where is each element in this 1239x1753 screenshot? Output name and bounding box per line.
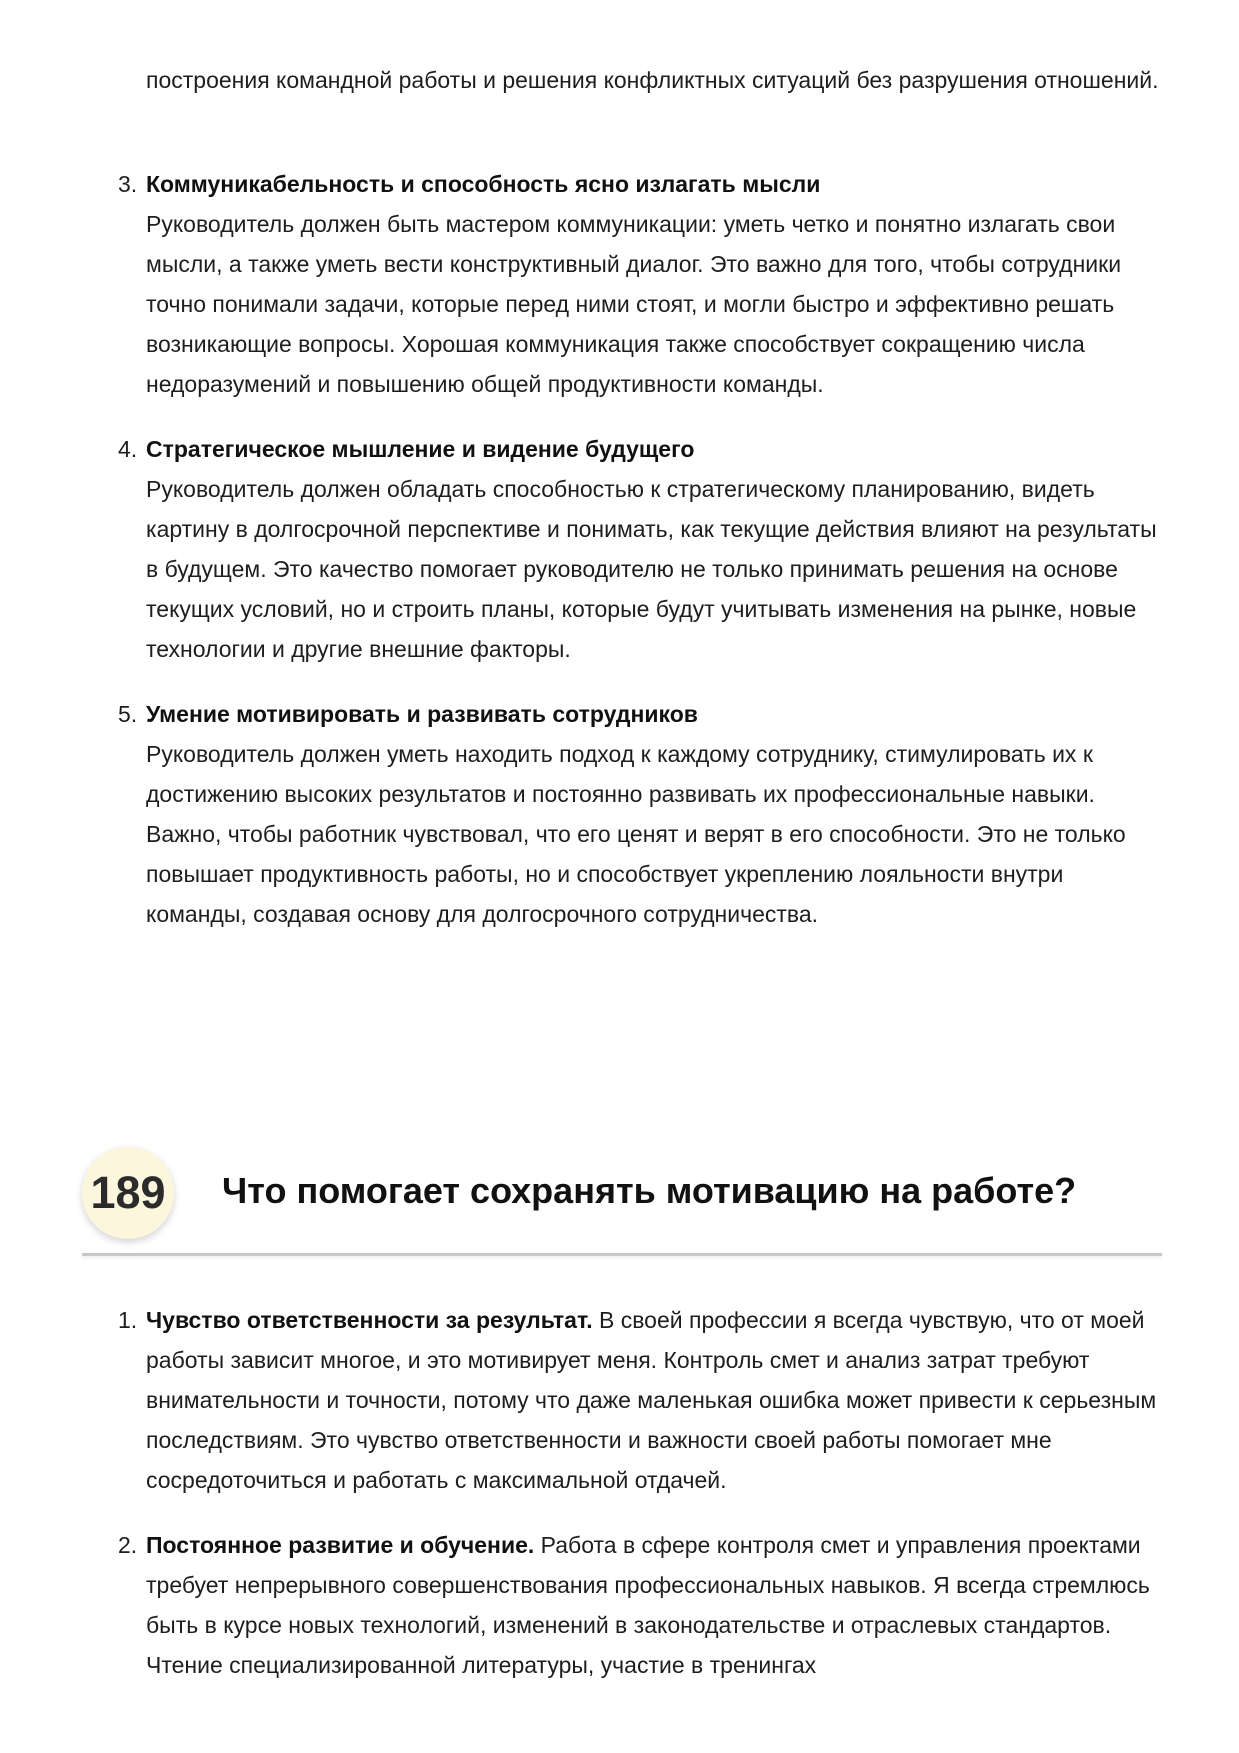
list-item-number: 5. [118, 701, 138, 727]
list-item-body: В своей профессии я всегда чувствую, что от моей работы зависит многое, и это мотивирует меня. Контроль смет и анализ затрат требуют внимательности и точности, потому что даже маленькая ошибка может привести к серьезным последствиям. Это чувство ответственности и важности своей работы помогает мне сосредоточиться и работать с максимальной отдачей. [146, 1307, 1157, 1493]
list-item-body: Работа в сфере контроля смет и управления проектами требует непрерывного совершенствования профессиональных навыков. Я всегда стремлюсь быть в курсе новых технологий, изменений в законодательстве и отраслевых стандартов. Чтение специализированной литературы, участие в тренингах [146, 1532, 1150, 1678]
list-item [118, 1525, 1166, 1685]
list-item-title: Постоянное развитие и обучение. [146, 1532, 541, 1558]
qualities-list [118, 164, 1166, 959]
list-item [118, 164, 1166, 404]
list-item [118, 694, 1166, 934]
list-item-number: 1. [118, 1307, 138, 1333]
list-item-body: Руководитель должен обладать способностью к стратегическому планированию, видеть картину в долгосрочной перспективе и понимать, как текущие действия влияют на результаты в будущем. Это качество помогает руководителю не только принимать решения на основе текущих условий, но и строить планы, которые будут учитывать изменения на рынке, новые технологии и другие внешние факторы. [146, 476, 1157, 662]
question-number-badge: 189 [82, 1147, 174, 1239]
answer-list [118, 1300, 1166, 1710]
list-item-body: Руководитель должен быть мастером коммуникации: уметь четко и понятно излагать свои мысли, а также уметь вести конструктивный диалог. Это важно для того, чтобы сотрудники точно понимали задачи, которые перед ними стоят, и могли быстро и эффективно решать возникающие вопросы. Хорошая коммуникация также способствует сокращению числа недоразумений и повышению общей продуктивности команды. [146, 211, 1122, 397]
list-item-title: Коммуникабельность и способность ясно излагать мысли [146, 171, 821, 197]
question-header [82, 1147, 1162, 1257]
list-item [118, 429, 1166, 669]
list-item-title: Умение мотивировать и развивать сотрудников [146, 701, 698, 727]
list-item [118, 1300, 1166, 1500]
list-item-title: Стратегическое мышление и видение будущего [146, 436, 695, 462]
question-title: Что помогает сохранять мотивацию на работе? [222, 1170, 1077, 1211]
header-divider [82, 1253, 1162, 1256]
list-item-title: Чувство ответственности за результат. [146, 1307, 599, 1333]
list-item-body: Руководитель должен уметь находить подход к каждому сотруднику, стимулировать их к достижению высоких результатов и постоянно развивать их профессиональные навыки. Важно, чтобы работник чувствовал, что его ценят и верят в его способности. Это не только повышает продуктивность работы, но и способствует укреплению лояльности внутри команды, создавая основу для долгосрочного сотрудничества. [146, 741, 1126, 927]
list-item-number: 3. [118, 171, 138, 197]
intro-paragraph: построения командной работы и решения конфликтных ситуаций без разрушения отношений. [146, 67, 1159, 93]
list-item-number: 4. [118, 436, 138, 462]
list-item-number: 2. [118, 1532, 138, 1558]
